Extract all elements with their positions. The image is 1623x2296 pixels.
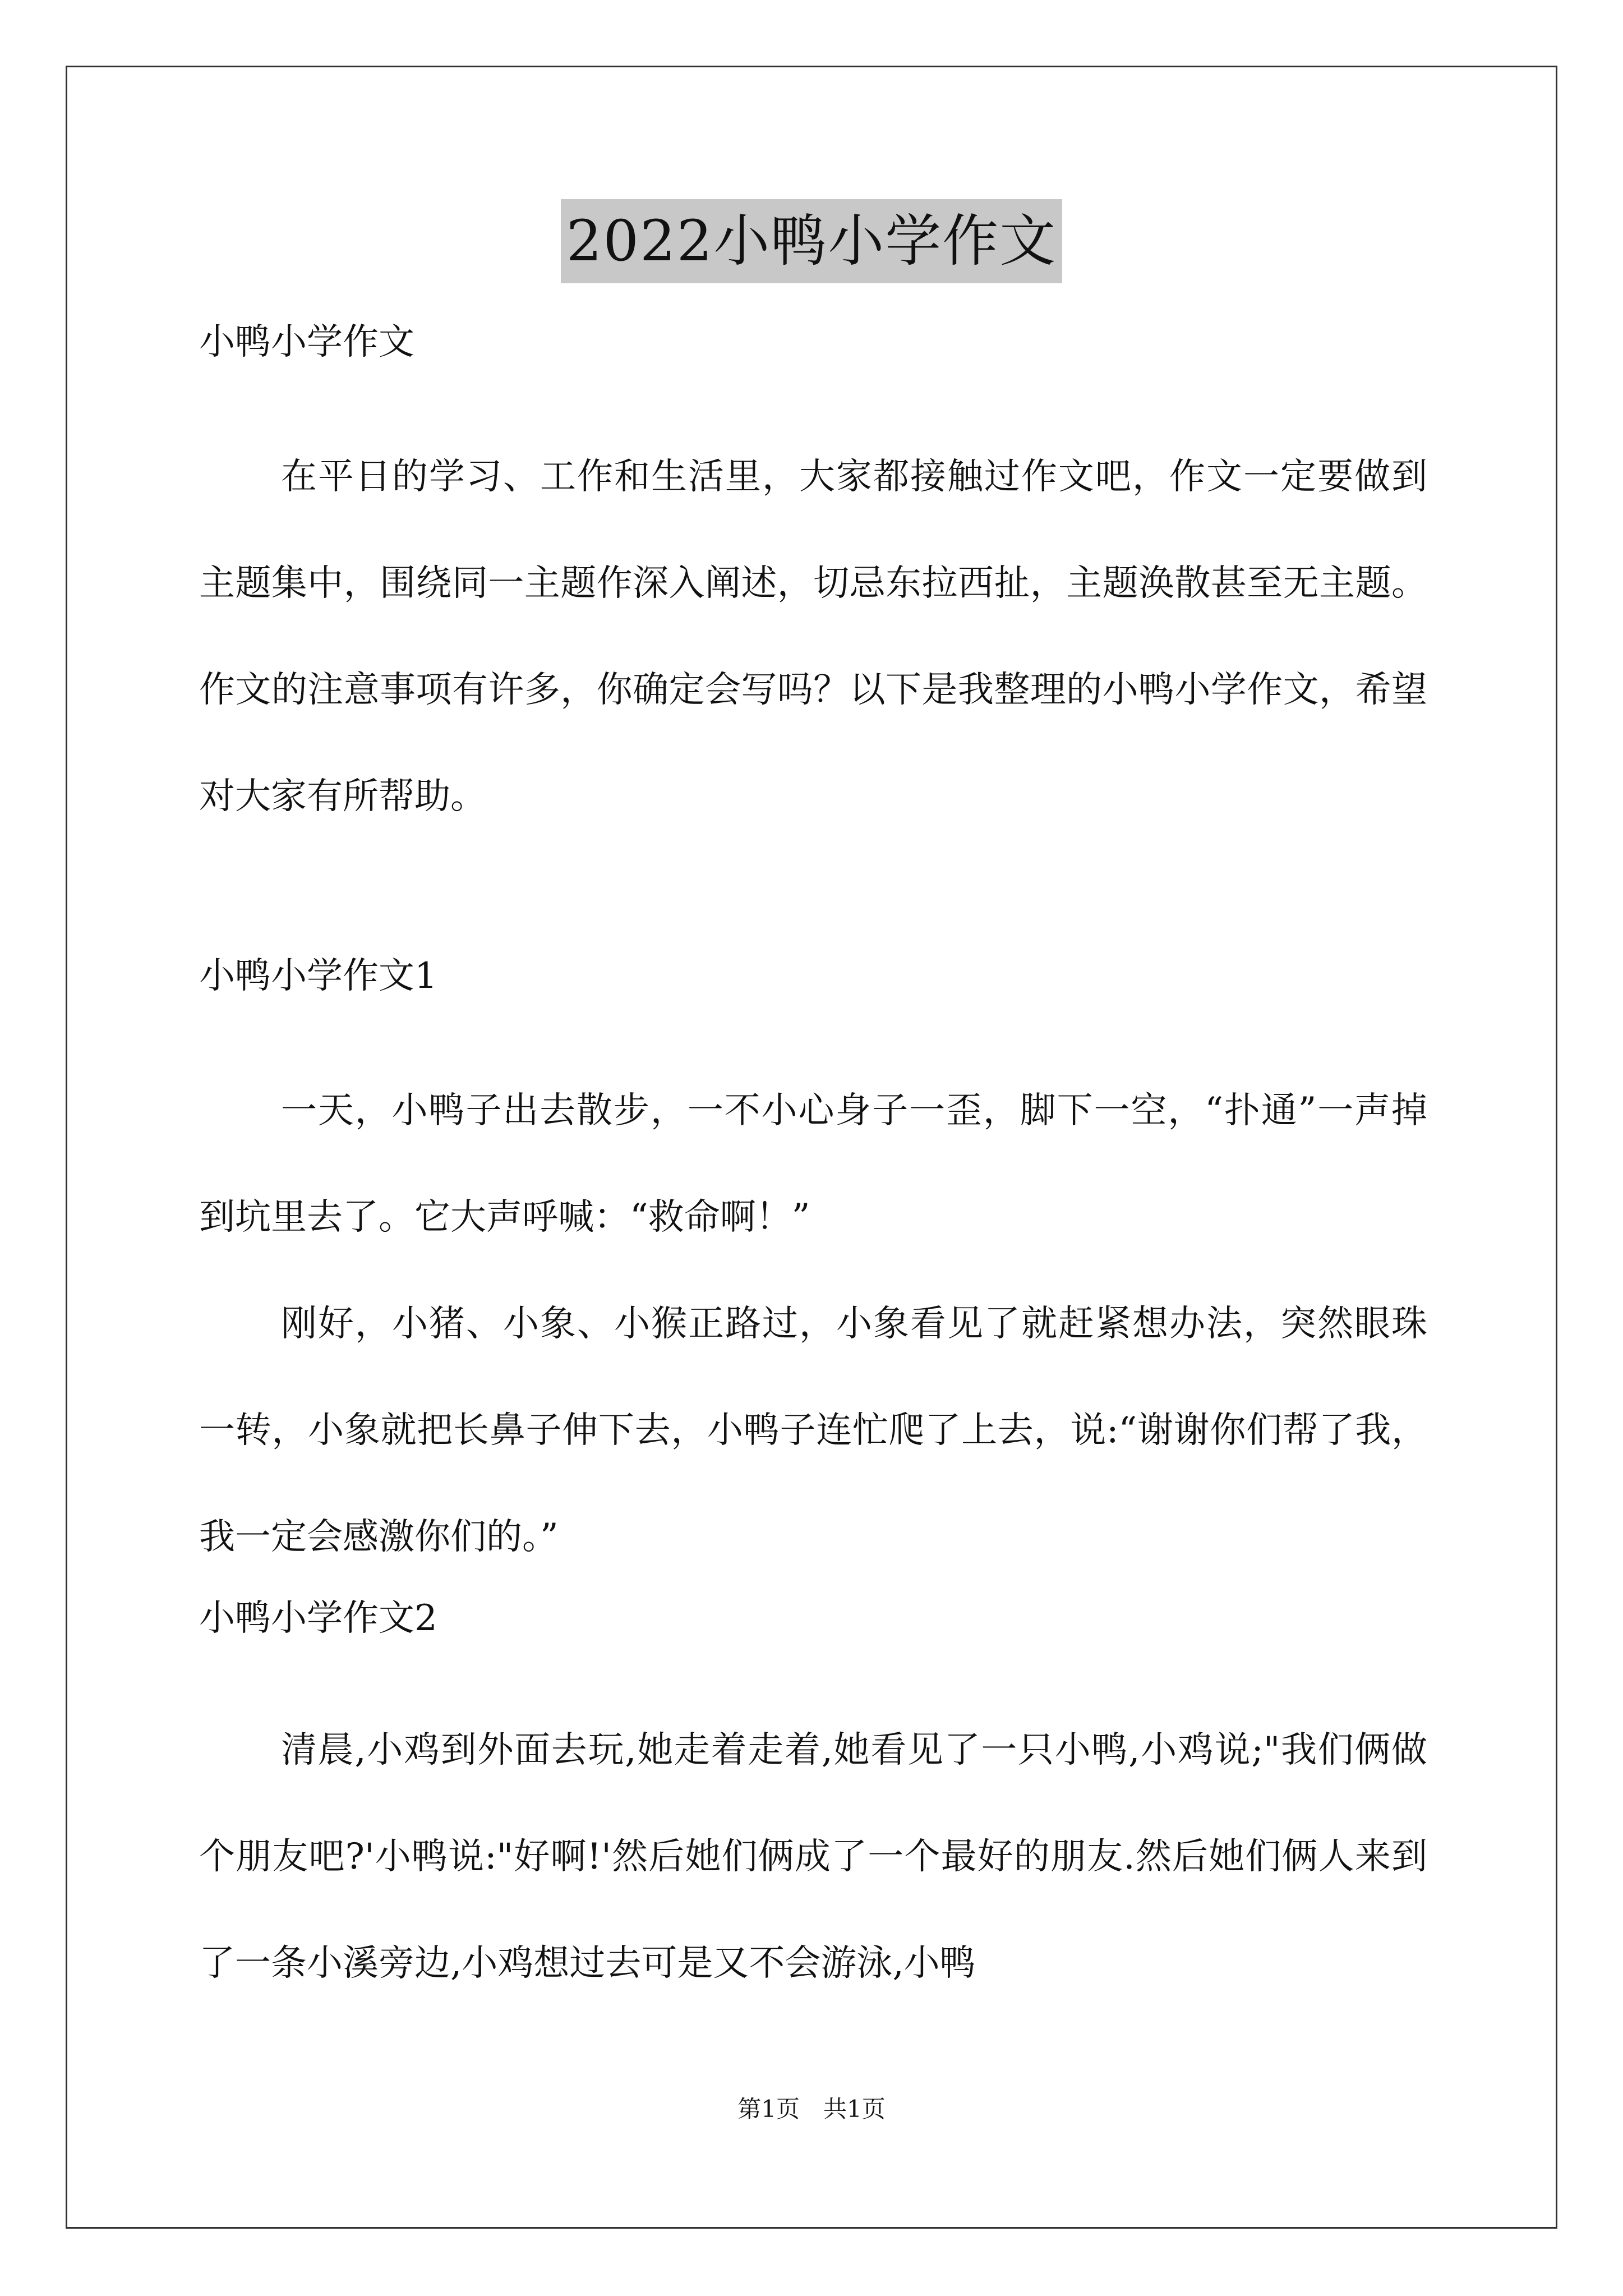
body-paragraph: 刚好，小猪、小象、小猴正路过，小象看见了就赶紧想办法，突然眼珠一转，小象就把长鼻子伸下去，小鸭子连忙爬了上去，说:“谢谢你们帮了我，我一定会感激你们的。” [199,1303,1427,1558]
document-body [199,314,1427,2017]
section-heading: 小鸭小学作文 [199,321,414,363]
title-container [0,199,1623,283]
document-title: 2022小鸭小学作文 [561,199,1063,283]
section-heading: 小鸭小学作文2 [199,1598,437,1639]
page-number: 第1页 共1页 [737,2095,886,2123]
intro-paragraph: 在平日的学习、工作和生活里，大家都接触过作文吧，作文一定要做到主题集中，围绕同一主题作深入阐述，切忌东拉西扯，主题涣散甚至无主题。作文的注意事项有许多，你确定会写吗？以下是我整理的小鸭小学作文，希望对大家有所帮助。 [199,456,1427,817]
section-heading: 小鸭小学作文1 [199,955,437,997]
page-footer [0,2092,1623,2126]
body-paragraph: 一天，小鸭子出去散步，一不小心身子一歪，脚下一空，“扑通”一声掉到坑里去了。它大声呼喊：“救命啊！” [199,1090,1427,1238]
body-paragraph: 清晨,小鸡到外面去玩,她走着走着,她看见了一只小鸭,小鸡说;"我们俩做个朋友吧?'小鸭说:"好啊!'然后她们俩成了一个最好的朋友.然后她们俩人来到了一条小溪旁边,小鸡想过去可是又不会游泳,小鸭 [199,1729,1427,1984]
